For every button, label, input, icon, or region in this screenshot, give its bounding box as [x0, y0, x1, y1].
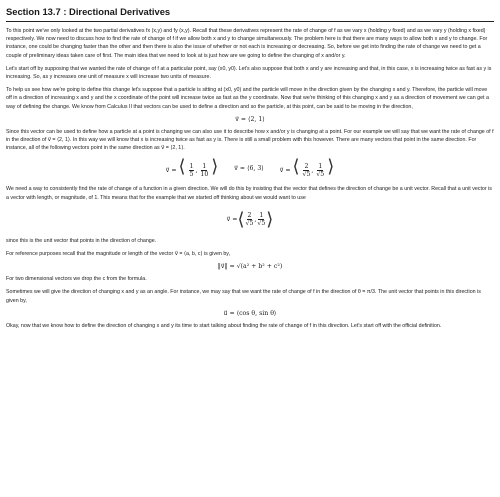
- paragraph-particle: To help us see how we're going to define this change let's suppose that a particle is sitting at (x0, y0) and the particle will move in the direction given by the changing x and y. Therefore, the particle will move off in a direction of increasing x and y and the x coordinate of the point will increase twice as fast as the y coordinate. Now that we're thinking of this changing x and y as a direction of movement we can get a way of defining the change. We know from Calculus II that vectors can be used to define a direction and so the particle, at this point, can be said to be moving in the direction,: [6, 87, 489, 110]
- fraction: $\frac{2}{√5}$: [245, 212, 254, 228]
- paragraph-magnitude: For reference purposes recall that the magnitude or length of the vector v⃗ = ⟨a, b, c⟩ is given by,: [6, 251, 231, 258]
- paragraph-unit-vector: We need a way to consistently find the rate of change of a function in a given direction. We will do this by insisting that the vector that defines the direction of change be a unit vector. Recall that a unit vector is a vector with length, or magnitude, of 1. This means that for the example that we started off thinking about we would want to use: [6, 186, 492, 201]
- vector-fraction-1: v⃗ = ⟨ $\frac{1}{5}$ , $\frac{1}{10}$ ⟩: [165, 156, 219, 179]
- fraction: $\frac{1}{10}$: [200, 163, 209, 179]
- paragraph-vector-direction: Since this vector can be used to define how a particle at a point is changing we can also use it to describe how x and/or y is changing at a point. For our example we will say that we want the rate of change of f in the direction of v⃗ = ⟨2, 1⟩. In this way we will know that x is increasing twice as fast as y is. There is still a small problem with this however. There are many vectors that point in the same direction. For instance, all of the following vectors point in the same direction as v⃗ = ⟨2, 1⟩.: [6, 128, 494, 152]
- vector-unit: v⃗ = ⟨ $\frac{2}{√5}$ , $\frac{1}{√5}$ ⟩: [279, 156, 335, 179]
- paragraph-definition-intro: Okay, now that we know how to define the direction of changing x and y its time to start talking about finding the rate of change of f in this direction. Let's start off with the official definition.: [6, 322, 442, 329]
- equation-direction-vector: v⃗ = ⟨2, 1⟩: [235, 115, 265, 123]
- vector-label: v⃗ =: [279, 167, 291, 175]
- vector-label: v⃗ =: [165, 167, 177, 175]
- paragraph-intro: To this point we've only looked at the two partial derivatives fx (x,y) and fy (x,y). Recall that these derivatives represent the rate of change of f as we vary x (holding y fixed) and as we vary y (holding x fixed) respectively. We now need to discuss how to find the rate of change of f if we allow both x and y to change simultaneously. The problem here is that there are many ways to allow both x and y to change. For instance, one could be changing faster than the other and then there is also the issue of whether or not each is increasing or decreasing. So, before we get into finding the rate of change we need to get a couple of preliminary ideas taken care of first. The main idea that we need to look at is just how are we going to define the changing of x and/or y.: [6, 28, 488, 59]
- equation-unit-vector: v⃗ = ⟨ $\frac{2}{√5}$ , $\frac{1}{√5}$ ⟩: [226, 208, 274, 230]
- page-title: Section 13.7 : Directional Derivatives: [6, 0, 494, 22]
- vector-label: v⃗ =: [226, 216, 238, 224]
- paragraph-rate-of-change: Let's start off by supposing that we wanted the rate of change of f at a particular point, say (x0, y0). Let's also suppose that both x and y are increasing and that, in this case, x is increasing twice as fast as y is increasing. So, as y increases one unit of measure x will increase two units of measure.: [6, 65, 492, 81]
- fraction: $\frac{2}{√5}$: [302, 163, 311, 179]
- equation-angle-vector: u⃗ = ⟨cos θ, sin θ⟩: [223, 309, 277, 317]
- paragraph-2d: For two dimensional vectors we drop the c from the formula.: [6, 276, 147, 283]
- fraction: $\frac{1}{5}$: [189, 163, 194, 179]
- paragraph-angle: Sometimes we will give the direction of changing x and y as an angle. For instance, we may say that we want the rate of change of f in the direction of θ = π/3. The unit vector that points in this direction is given by,: [6, 289, 481, 304]
- paragraph-unit-note: since this is the unit vector that points in the direction of change.: [6, 237, 157, 244]
- equation-magnitude: ‖v⃗‖ = √(a² + b² + c²): [217, 263, 283, 271]
- fraction: $\frac{1}{√5}$: [316, 163, 325, 179]
- equation-row-same-direction: [6, 156, 494, 180]
- fraction: $\frac{1}{√5}$: [257, 212, 266, 228]
- vector-scaled: v⃗ = ⟨6, 3⟩: [234, 164, 264, 172]
